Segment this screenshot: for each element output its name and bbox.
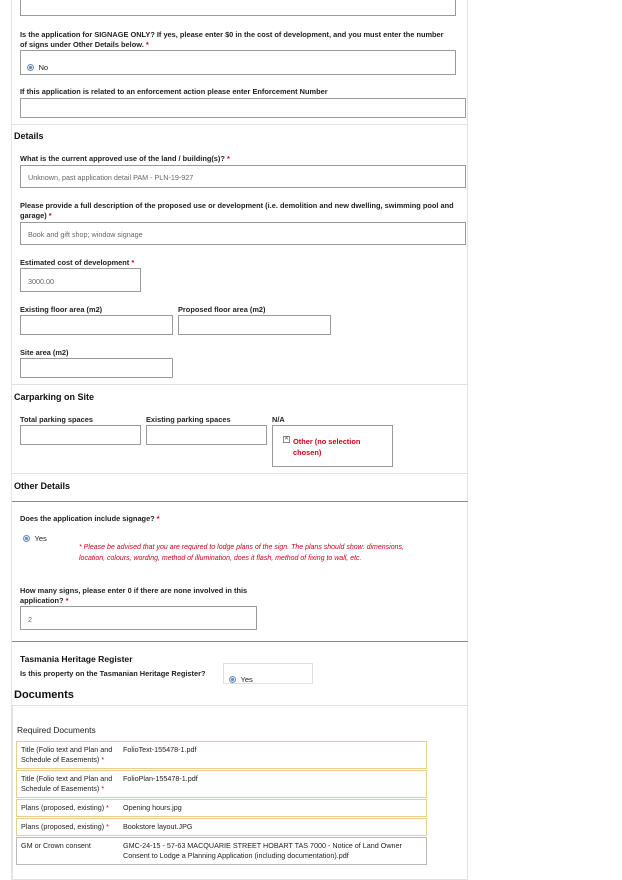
existing-floor-label: Existing floor area (m2)	[20, 305, 103, 314]
signage-option-yes[interactable]	[23, 528, 47, 546]
heritage-radio-group	[223, 663, 313, 684]
na-label: N/A	[272, 415, 285, 424]
proposed-floor-label: Proposed floor area (m2)	[178, 305, 266, 314]
checkbox-icon[interactable]: ✕	[284, 436, 290, 442]
document-row[interactable]	[16, 741, 427, 769]
document-file[interactable]: FolioPlan-155478-1.pdf	[123, 774, 198, 783]
carparking-heading: Carparking on Site	[14, 392, 95, 402]
num-signs-label: How many signs, please enter 0 if there are none involved in this application? *	[20, 586, 248, 605]
signage-only-radio-group	[20, 50, 456, 75]
proposed-floor-input[interactable]	[178, 315, 331, 335]
existing-parking-label: Existing parking spaces	[146, 415, 231, 424]
na-select[interactable]	[272, 425, 393, 467]
other-details-heading: Other Details	[14, 481, 71, 491]
divider	[12, 473, 468, 474]
signage-label: Does the application include signage? *	[20, 514, 160, 523]
current-use-label: What is the current approved use of the land / building(s)? *	[20, 154, 230, 163]
signage-only-label: Is the application for SIGNAGE ONLY? If yes, please enter $0 in the cost of development, and you must enter the number of signs under Other Details below. *	[20, 30, 444, 49]
document-row[interactable]	[16, 770, 427, 798]
existing-floor-input[interactable]	[20, 315, 173, 335]
description-input[interactable]	[20, 222, 466, 245]
enforcement-number-input[interactable]	[20, 98, 466, 118]
document-file[interactable]: Bookstore layout.JPG	[123, 822, 193, 831]
current-use-input[interactable]	[20, 165, 466, 188]
document-type: Title (Folio text and Plan and Schedule of Easements) *	[21, 774, 113, 793]
site-area-input[interactable]	[20, 358, 173, 378]
signage-value: Yes	[34, 534, 47, 543]
current-use-value: Unknown, past application detail PAM - PLN-19-927	[28, 173, 194, 182]
description-value: Book and gift shop; window signage	[28, 230, 143, 239]
document-file[interactable]: GMC-24-15 - 57-63 MACQUARIE STREET HOBART TAS 7000 - Notice of Land Owner Consent to Lodge a Planning Application (including documentation).pdf	[123, 841, 402, 860]
signage-only-option-no[interactable]	[27, 57, 48, 75]
document-type: GM or Crown consent	[21, 841, 91, 850]
signage-note: * Please be advised that you are required to lodge plans of the sign. The plans should show: dimensions, location, colours, wording, method of illumination, does it flash, method of fixing to wall, etc.	[79, 544, 404, 562]
total-parking-input[interactable]	[20, 425, 141, 445]
num-signs-input[interactable]	[20, 606, 257, 630]
document-type: Plans (proposed, existing) *	[21, 822, 109, 831]
heritage-option-yes[interactable]	[229, 669, 253, 687]
divider	[12, 641, 468, 642]
required-documents-heading: Required Documents	[17, 725, 96, 735]
document-row[interactable]	[16, 837, 427, 865]
description-label: Please provide a full description of the proposed use or development (i.e. demolition and new dwelling, swimming pool and garage) *	[20, 201, 454, 220]
divider	[12, 501, 468, 502]
document-file[interactable]: Opening hours.jpg	[123, 803, 182, 812]
cost-input[interactable]	[20, 268, 141, 292]
num-signs-value: 2	[28, 615, 32, 624]
cost-label: Estimated cost of development *	[20, 258, 135, 267]
radio-selected-icon[interactable]	[229, 676, 236, 683]
divider	[12, 124, 468, 125]
heritage-heading: Tasmania Heritage Register	[20, 654, 133, 664]
documents-heading: Documents	[14, 689, 74, 701]
document-file[interactable]: FolioText-155478-1.pdf	[123, 745, 197, 754]
previous-field-box[interactable]	[20, 0, 456, 16]
heritage-label: Is this property on the Tasmanian Heritage Register?	[20, 669, 206, 678]
divider	[12, 384, 468, 385]
radio-selected-icon[interactable]	[23, 535, 30, 542]
document-type: Title (Folio text and Plan and Schedule of Easements) *	[21, 745, 113, 764]
cost-value: 3000.00	[28, 277, 54, 286]
enforcement-label: If this application is related to an enforcement action please enter Enforcement Number	[20, 87, 328, 96]
total-parking-label: Total parking spaces	[20, 415, 93, 424]
heritage-value: Yes	[240, 675, 253, 684]
document-type: Plans (proposed, existing) *	[21, 803, 109, 812]
site-area-label: Site area (m2)	[20, 348, 69, 357]
existing-parking-input[interactable]	[146, 425, 267, 445]
details-heading: Details	[14, 131, 44, 141]
radio-selected-icon[interactable]	[27, 64, 34, 71]
document-row[interactable]	[16, 799, 427, 817]
document-row[interactable]	[16, 818, 427, 836]
signage-only-value: No	[38, 63, 49, 72]
na-value: Other (no selection chosen)	[293, 437, 361, 457]
